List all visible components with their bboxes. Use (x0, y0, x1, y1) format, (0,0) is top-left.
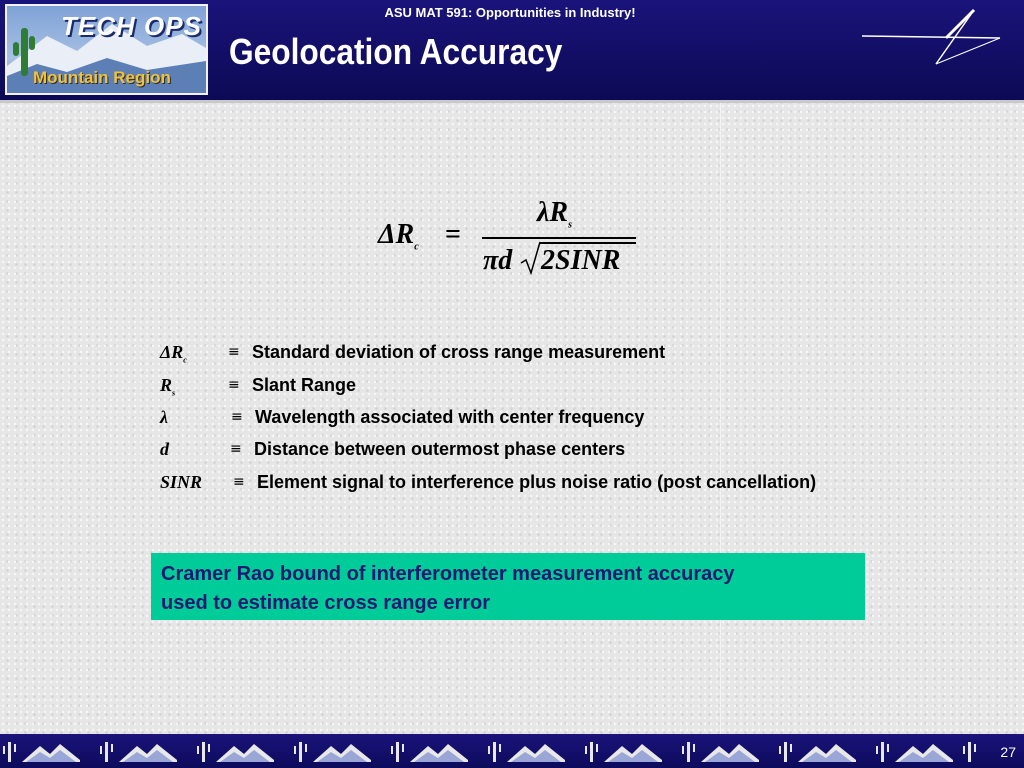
course-title: ASU MAT 591: Opportunities in Industry! (384, 5, 636, 20)
definition-text: Standard deviation of cross range measurement (252, 342, 666, 362)
definition-symbol: λ (160, 407, 168, 427)
equivalence-icon: ≡ (228, 344, 240, 360)
background-seam (720, 103, 721, 734)
slide-title: Geolocation Accuracy (229, 31, 563, 72)
radical-bar (540, 242, 636, 244)
logo-subtitle: Mountain Region (33, 68, 171, 87)
definition-text: Wavelength associated with center frequency (255, 407, 645, 427)
definition-text: Element signal to interference plus noise ratio (post cancellation) (257, 472, 817, 492)
equation-denominator-radicand: 2SINR (541, 245, 621, 276)
square-root-icon (520, 241, 542, 275)
equation-lhs: $\Delta R_c$ (378, 219, 419, 253)
logo-title: TECH OPS (61, 11, 202, 41)
slide-footer (0, 734, 1024, 768)
definition-text: Distance between outermost phase centers (254, 439, 626, 459)
fraction-bar (482, 237, 636, 239)
definition-text: Slant Range (252, 375, 357, 395)
equation-denominator-prefix: πd (483, 245, 513, 276)
callout-line: Cramer Rao bound of interferometer measurement accuracy (161, 563, 735, 585)
definition-symbol: SINR (160, 472, 203, 492)
definition-symbol: $R_s$ (160, 375, 176, 398)
equivalence-icon: ≡ (230, 441, 242, 457)
mountain-cactus-border (0, 734, 980, 768)
equivalence-icon: ≡ (233, 474, 245, 490)
tech-ops-logo (5, 4, 208, 95)
callout-line: used to estimate cross range error (161, 592, 491, 614)
callout-box (151, 553, 865, 620)
page-number: 27 (1000, 744, 1016, 760)
equation-equals: = (445, 219, 461, 250)
equivalence-icon: ≡ (231, 409, 243, 425)
star-logo-icon (862, 8, 1002, 68)
equivalence-icon: ≡ (228, 377, 240, 393)
definition-symbol: $\Delta R_c$ (160, 342, 187, 365)
slide-header (0, 0, 1024, 100)
definition-symbol: d (160, 439, 169, 459)
equation-numerator: $\lambda R_s$ (537, 197, 573, 231)
